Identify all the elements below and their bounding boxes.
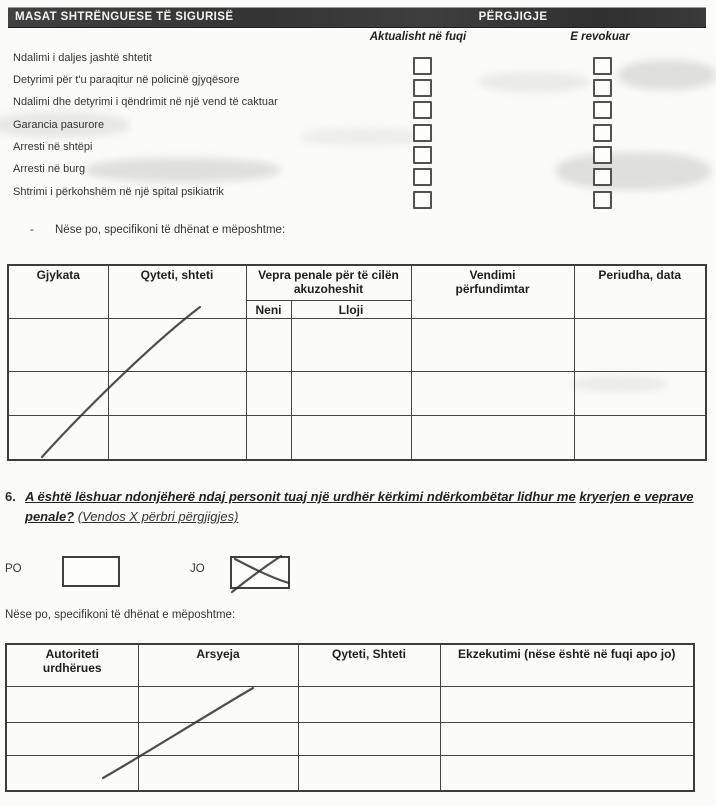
city-cell[interactable] [108,416,246,460]
reason-cell[interactable] [138,755,298,791]
checkbox-revoked[interactable] [593,191,612,209]
checkbox-in-force[interactable] [413,146,432,164]
po-answer-box[interactable] [62,556,120,587]
if-yes-text: Nëse po, specifikoni të dhënat e mëposhtme: [55,224,286,236]
measure-row [0,186,716,208]
question-text [25,487,715,527]
col-header-final-decision-text: Vendimi përfundimtar [455,268,530,296]
section-header-bar [8,7,706,28]
city-cell[interactable] [108,319,246,372]
checkbox-in-force[interactable] [413,191,432,209]
measure-label: Shtrimi i përkohshëm në një spital psikiatrik [13,186,224,198]
checkbox-revoked[interactable] [593,101,612,119]
authority-cell[interactable] [6,755,138,791]
checkbox-revoked[interactable] [593,57,612,75]
col-header-type: Lloji [291,300,411,319]
po-label: PO [5,563,22,575]
type-cell[interactable] [291,372,411,416]
checkbox-in-force[interactable] [413,168,432,186]
court-cell[interactable] [8,319,108,372]
jo-label: JO [190,563,205,575]
measure-row [0,163,716,185]
bullet-dash: - [30,224,34,236]
column-header-revoked: E revokuar [570,31,630,43]
authority-cell[interactable] [6,722,138,755]
col-header-offense-group: Vepra penale për të cilën akuzoheshit [246,265,411,300]
decision-cell[interactable] [411,372,574,416]
col-header-ordering-authority [6,644,138,686]
reason-cell[interactable] [138,686,298,722]
article-cell[interactable] [246,319,291,372]
col-header-reason: Arsyeja [138,644,298,686]
measure-label: Ndalimi dhe detyrimi i qëndrimit në një vend të caktuar [13,96,278,108]
measure-label: Ndalimi i daljes jashtë shtetit [13,52,152,64]
section-title: MASAT SHTRËNGUESE TË SIGURISË [15,11,234,23]
decision-cell[interactable] [411,416,574,460]
question-text-line1: A është lëshuar ndonjëherë ndaj personit tuaj një urdhër kërkimi ndërkombëtar lidhur me [25,489,576,504]
col-header-city-state: Qyteti, Shteti [298,644,440,686]
col-header-execution: Ekzekutimi (nëse është në fuqi apo jo) [440,644,694,686]
col-header-city-state: Qyteti, shteti [108,265,246,319]
execution-cell[interactable] [440,722,694,755]
col-header-period-date: Periudha, data [574,265,706,319]
measure-label: Arresti në shtëpi [13,141,93,153]
execution-cell[interactable] [440,686,694,722]
measure-label: Garancia pasurore [13,119,105,131]
execution-cell[interactable] [440,755,694,791]
court-cell[interactable] [8,372,108,416]
article-cell[interactable] [246,372,291,416]
period-cell[interactable] [574,416,706,460]
col-header-court: Gjykata [8,265,108,319]
checkbox-revoked[interactable] [593,79,612,97]
court-cell[interactable] [8,416,108,460]
checkbox-revoked[interactable] [593,146,612,164]
period-cell[interactable] [574,372,706,416]
checkbox-in-force[interactable] [413,101,432,119]
court-decisions-table [7,264,707,461]
checkbox-revoked[interactable] [593,168,612,186]
checkbox-in-force[interactable] [413,79,432,97]
answers-column-title: PËRGJIGJE [478,11,548,23]
measure-label: Arresti në burg [13,163,86,175]
measure-row [0,52,716,74]
measure-row [0,141,716,163]
column-header-in-force: Aktualisht në fuqi [369,31,467,43]
col-header-article: Neni [246,300,291,319]
checkbox-in-force[interactable] [413,57,432,75]
reason-cell[interactable] [138,722,298,755]
city-cell[interactable] [298,686,440,722]
col-header-final-decision [411,265,574,319]
type-cell[interactable] [291,416,411,460]
measure-row [0,74,716,96]
type-cell[interactable] [291,319,411,372]
if-yes-prompt: Nëse po, specifikoni të dhënat e mëposhtme: [5,609,236,621]
checkbox-in-force[interactable] [413,124,432,142]
question-text-line2: kryerjen e veprave penale? [25,489,694,524]
authority-cell[interactable] [6,686,138,722]
article-cell[interactable] [246,416,291,460]
decision-cell[interactable] [411,319,574,372]
international-warrant-table [5,643,695,792]
col-header-ordering-authority-text: Autoriteti urdhërues [42,647,102,675]
city-cell[interactable] [298,755,440,791]
measure-row [0,96,716,118]
checkbox-revoked[interactable] [593,124,612,142]
jo-answer-box[interactable] [230,556,290,589]
period-cell[interactable] [574,319,706,372]
question-note: (Vendos X përbri përgjigjes) [77,509,239,524]
question-number: 6. [5,489,16,504]
city-cell[interactable] [108,372,246,416]
measure-label: Detyrimi për t'u paraqitur në policinë gjyqësore [13,74,240,86]
city-cell[interactable] [298,722,440,755]
measure-row [0,119,716,141]
